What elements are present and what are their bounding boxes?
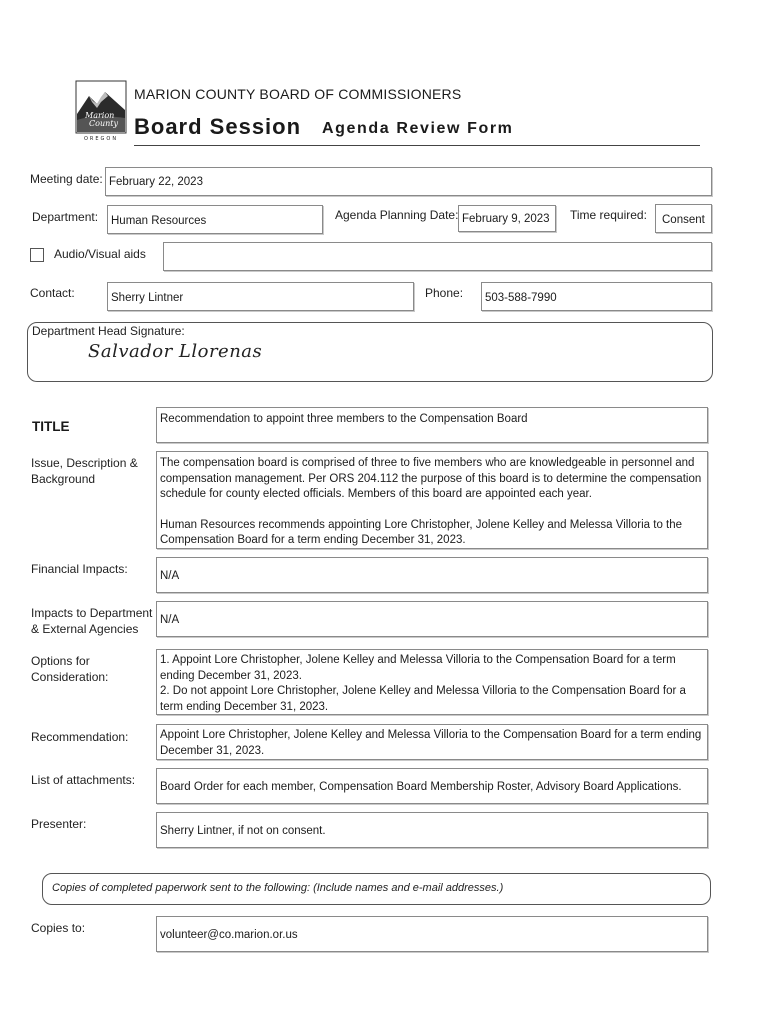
marion-county-logo [75,80,127,146]
department-head-signature: Salvador Llorenas [88,341,263,362]
title-field[interactable] [156,407,708,443]
time-required-label: Time required: [570,208,647,222]
issue-field[interactable] [156,451,708,549]
logo-oregon-text: OREGON [83,136,119,142]
options-label-line1: Options for [31,654,90,668]
header-rule [134,145,700,146]
recommendation-label: Recommendation: [31,730,129,744]
recommendation-value: Appoint Lore Christopher, Jolene Kelley and Melessa Villoria to the Compensation Board for a term ending December 31, 2023. [160,729,702,757]
phone-value: 503-588-7990 [485,292,557,304]
attachments-label: List of attachments: [31,773,136,787]
logo-mountain-icon [75,80,127,146]
signature-label: Department Head Signature: [32,324,185,338]
presenter-label: Presenter: [31,817,87,831]
copies-to-value: volunteer@co.marion.or.us [160,929,298,941]
issue-label-line1: Issue, Description & [31,456,138,470]
options-label-line2: Consideration: [31,670,109,684]
presenter-field[interactable] [156,812,708,848]
org-name: MARION COUNTY BOARD OF COMMISSIONERS [134,86,462,102]
planning-date-field[interactable] [458,205,556,232]
title-value: Recommendation to appoint three members to the Compensation Board [160,413,528,425]
contact-value: Sherry Lintner [111,292,184,304]
copies-note: Copies of completed paperwork sent to the following: (Include names and e-mail addresses.) [52,882,504,894]
contact-label: Contact: [30,286,75,300]
option-1: 1. Appoint Lore Christopher, Jolene Kelley and Melessa Villoria to the Compensation Board for a term ending December 31, 2023. [160,654,676,682]
audio-visual-field[interactable] [163,242,712,271]
time-required-value: Consent [662,214,705,226]
form-title: Board Session [134,114,302,139]
planning-date-value: February 9, 2023 [462,213,550,225]
issue-paragraph-1: The compensation board is comprised of three to five members who are knowledgeable in personnel and compensation management. Per ORS 204.112 the purpose of this board is to determine the compensation schedule for county elected officials. Members of this board are appointed each year. [160,457,702,500]
impacts-value: N/A [160,614,180,626]
time-required-field[interactable] [655,204,712,233]
issue-label-line2: Background [31,472,96,486]
phone-label: Phone: [425,286,464,300]
title-label: TITLE [32,419,70,434]
copies-to-label: Copies to: [31,921,86,935]
planning-date-label: Agenda Planning Date: [335,208,459,222]
logo-county-text: County [89,119,118,128]
financial-value: N/A [160,570,180,582]
option-2: 2. Do not appoint Lore Christopher, Jolene Kelley and Melessa Villoria to the Compensation Board for a term ending December 31, 2023. [160,685,686,713]
department-label: Department: [32,210,99,224]
issue-paragraph-2: Human Resources recommends appointing Lore Christopher, Jolene Kelley and Melessa Villoria to the Compensation Board for a term ending December 31, 2023. [160,518,683,546]
options-field[interactable] [156,649,708,715]
audio-visual-checkbox[interactable] [30,248,44,262]
presenter-value: Sherry Lintner, if not on consent. [160,825,326,837]
impacts-label-line2: & External Agencies [31,622,139,636]
copies-to-field[interactable] [156,916,708,952]
department-field[interactable] [107,205,323,234]
recommendation-field[interactable] [156,724,708,760]
phone-field[interactable] [481,282,712,311]
attachments-value: Board Order for each member, Compensation Board Membership Roster, Advisory Board Applications. [160,781,682,793]
financial-field[interactable] [156,557,708,593]
contact-field[interactable] [107,282,414,311]
meeting-date-field[interactable] [105,167,712,196]
form-subtitle: Agenda Review Form [322,120,514,137]
impacts-label-line1: Impacts to Department [31,606,153,620]
impacts-field[interactable] [156,601,708,637]
meeting-date-value: February 22, 2023 [109,176,203,188]
logo-marion-text: Marion [85,111,115,120]
meeting-date-label: Meeting date: [30,172,103,186]
department-value: Human Resources [111,215,207,227]
audio-visual-label: Audio/Visual aids [54,247,146,261]
financial-label: Financial Impacts: [31,562,128,576]
attachments-field[interactable] [156,768,708,804]
